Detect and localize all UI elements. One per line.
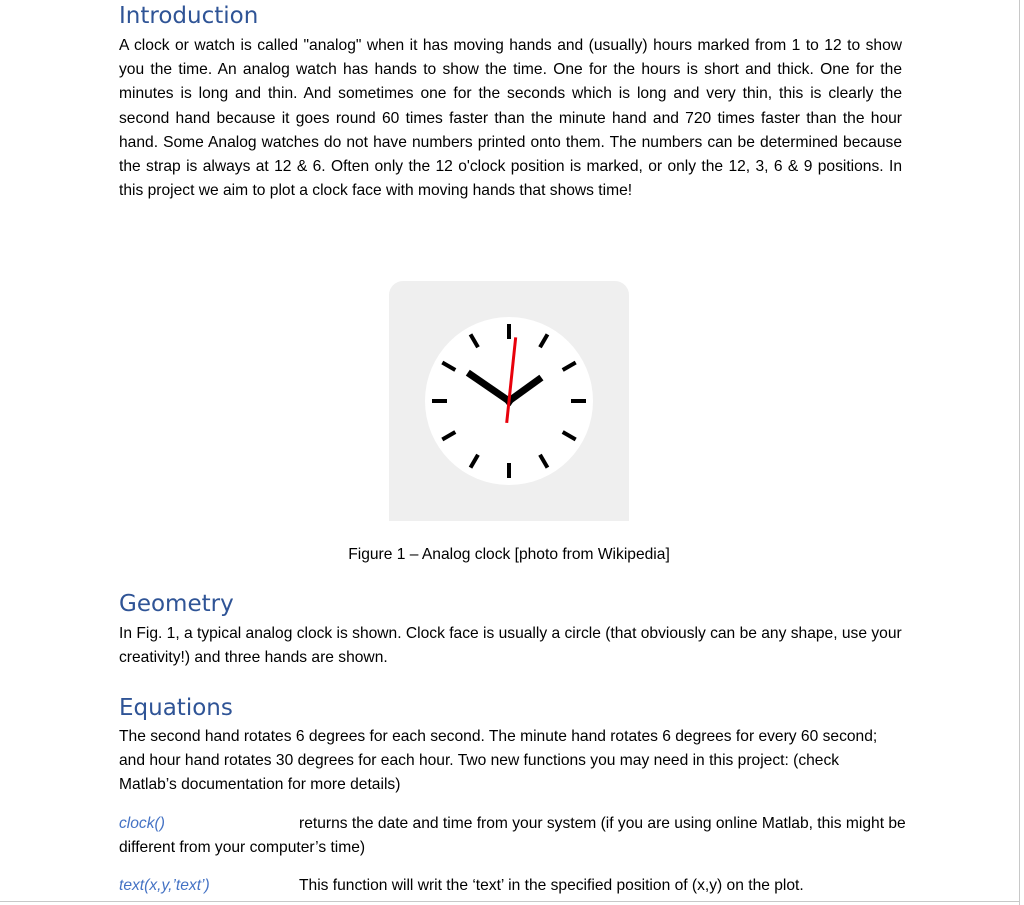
function-clock-name: clock(): [119, 815, 165, 832]
introduction-heading: Introduction: [119, 3, 259, 29]
page-right-edge: [1019, 0, 1020, 905]
analog-clock-image: [389, 281, 629, 521]
introduction-paragraph: A clock or watch is called "analog" when it has moving hands and (usually) hours marked from 1 to 12 to show you the time. An analog watch has hands to show the time. One for the hours is short and thick. One for the minutes is long and thin. And sometimes one for the seconds which is long and very thin, this is clearly the second hand because it goes round 60 times faster than the minute hand and 720 times faster than the hour hand. Some Analog watches do not have numbers printed onto them. The numbers can be determined because the strap is always at 12 & 6. Often only the 12 o'clock position is marked, or only the 12, 3, 6 & 9 positions. In this project we aim to plot a clock face with moving hands that shows time!: [119, 37, 902, 200]
geometry-heading: Geometry: [119, 591, 234, 617]
figure-caption: Figure 1 – Analog clock [photo from Wikipedia]: [348, 546, 670, 563]
function-text-description: This function will writ the ‘text’ in the specified position of (x,y) on the plot.: [299, 877, 804, 894]
function-text-name: text(x,y,’text’): [119, 877, 210, 894]
function-text-row: [119, 874, 919, 898]
page-bottom-edge: [0, 901, 1020, 902]
clock-figure: [389, 281, 629, 521]
equations-paragraph: The second hand rotates 6 degrees for each second. The minute hand rotates 6 degrees for every 60 second; and hour hand rotates 30 degrees for each hour. Two new functions you may need in this project: (check Matlab’s documentation for more details): [119, 728, 878, 794]
geometry-paragraph: In Fig. 1, a typical analog clock is shown. Clock face is usually a circle (that obviously can be any shape, use your creativity!) and three hands are shown.: [119, 625, 902, 667]
equations-heading: Equations: [119, 695, 233, 721]
function-clock-description: returns the date and time from your system (if you are using online Matlab, this might be different from your computer’s time): [119, 815, 906, 857]
function-clock-row: [119, 812, 919, 860]
